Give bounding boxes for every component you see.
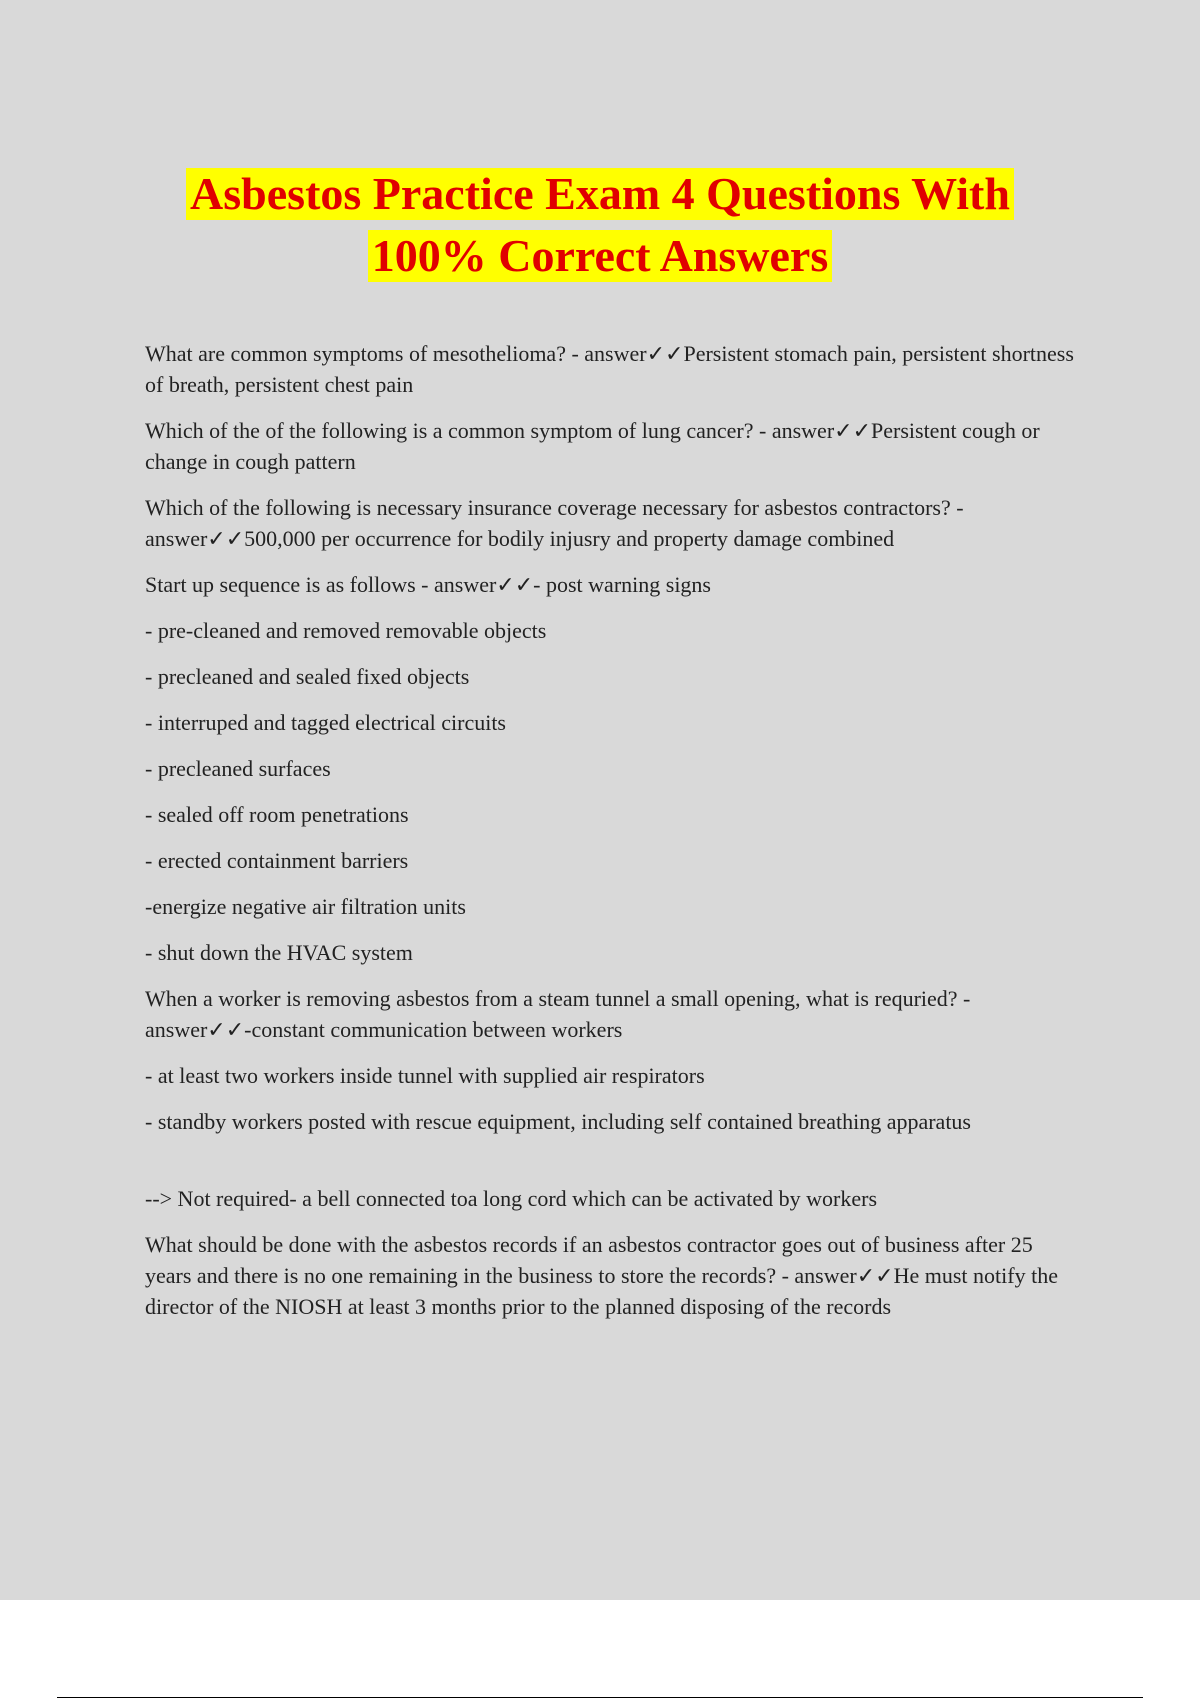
title-line-2: 100% Correct Answers: [368, 230, 833, 282]
list-item: - erected containment barriers: [145, 848, 409, 873]
list-item: - precleaned and sealed fixed objects: [145, 664, 470, 689]
question-lung-cancer: Which of the of the following is a common symptom of lung cancer? - answer✓✓Persistent cough or change in cough pattern: [145, 418, 1040, 474]
document-body: [145, 338, 1080, 1337]
title-line-1: Asbestos Practice Exam 4 Questions With: [186, 168, 1014, 220]
footer-divider: [57, 1697, 1143, 1698]
page-title: [0, 168, 1200, 292]
question-steam-tunnel: When a worker is removing asbestos from a steam tunnel a small opening, what is requried? - answer✓✓-constant communication between workers: [145, 986, 971, 1042]
not-required-note: --> Not required- a bell connected toa long cord which can be activated by workers: [145, 1186, 878, 1211]
list-item: - sealed off room penetrations: [145, 802, 409, 827]
list-item: - shut down the HVAC system: [145, 940, 413, 965]
list-item: -energize negative air filtration units: [145, 894, 466, 919]
question-asbestos-records: What should be done with the asbestos records if an asbestos contractor goes out of business after 25 years and there is no one remaining in the business to store the records? - answer✓✓He must notify the director of the NIOSH at least 3 months prior to the planned disposing of the records: [145, 1232, 1058, 1319]
list-item: - pre-cleaned and removed removable objects: [145, 618, 547, 643]
question-startup-sequence: Start up sequence is as follows - answer✓✓- post warning signs: [145, 572, 711, 597]
list-item: - standby workers posted with rescue equipment, including self contained breathing apparatus: [145, 1109, 971, 1134]
question-insurance: Which of the following is necessary insurance coverage necessary for asbestos contractors? - answer✓✓500,000 per occurrence for bodily injusry and property damage combined: [145, 495, 964, 551]
list-item: - at least two workers inside tunnel with supplied air respirators: [145, 1063, 705, 1088]
question-mesothelioma: What are common symptoms of mesothelioma? - answer✓✓Persistent stomach pain, persistent shortness of breath, persistent chest pain: [145, 341, 1074, 397]
list-item: - precleaned surfaces: [145, 756, 331, 781]
list-item: - interruped and tagged electrical circuits: [145, 710, 506, 735]
